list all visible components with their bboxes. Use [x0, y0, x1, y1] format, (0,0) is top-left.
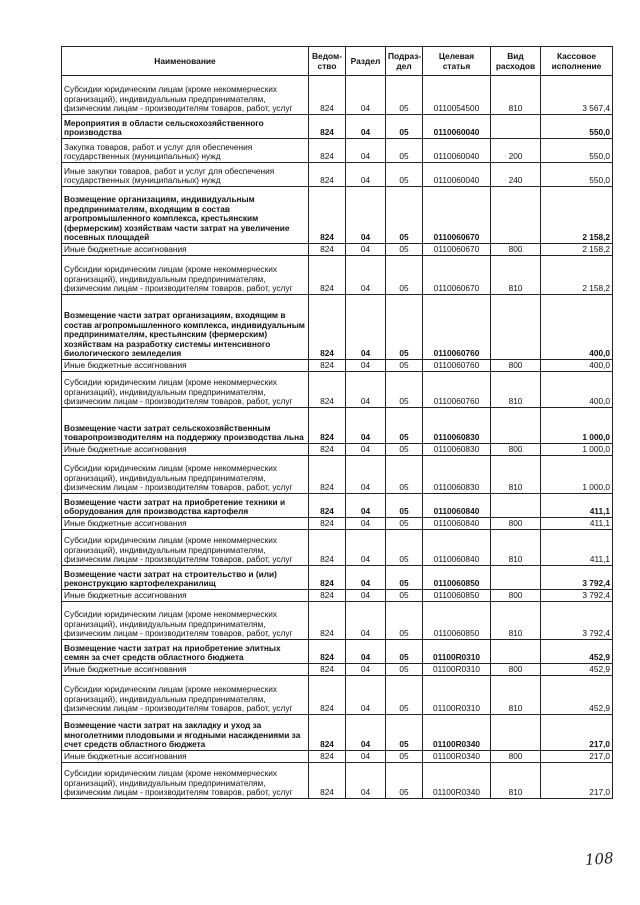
cell-ved: 824 [309, 408, 346, 444]
cell-ved: 824 [309, 456, 346, 494]
cell-podrazdel: 05 [386, 602, 423, 640]
cell-podrazdel: 05 [386, 676, 423, 715]
cell-value: 217,0 [541, 715, 613, 751]
cell-razdel: 04 [346, 295, 386, 360]
table-row [62, 295, 613, 360]
cell-vid [491, 408, 541, 444]
cell-razdel: 04 [346, 163, 386, 187]
cell-value: 3 792,4 [541, 566, 613, 590]
header-kass: Кассовое исполнение [541, 47, 613, 76]
table-row [62, 664, 613, 676]
cell-ved: 824 [309, 715, 346, 751]
cell-stat: 0110060760 [423, 372, 491, 408]
cell-value: 550,0 [541, 115, 613, 139]
table-row [62, 566, 613, 590]
cell-vid: 810 [491, 602, 541, 640]
cell-name: Возмещение части затрат на приобретение элитных семян за счет средств областного бюджета [62, 640, 309, 664]
cell-razdel: 04 [346, 408, 386, 444]
table-row [62, 244, 613, 256]
cell-value: 2 158,2 [541, 256, 613, 295]
cell-stat: 0110060840 [423, 518, 491, 530]
cell-name: Возмещение части затрат организациям, входящим в состав агропромышленного комплекса, индивидуальным предпринимателям, крестьянским (фермерским) хозяйствам на разработку системы интенсивного биологического земледелия [62, 295, 309, 360]
cell-razdel: 04 [346, 372, 386, 408]
cell-ved: 824 [309, 139, 346, 163]
table-row [62, 187, 613, 244]
table-row [62, 602, 613, 640]
cell-name: Субсидии юридическим лицам (кроме некоммерческих организаций), индивидуальным предпринимателям, физическим лицам - производителям товаров, работ, услуг [62, 763, 309, 799]
table-row [62, 494, 613, 518]
table-row [62, 456, 613, 494]
cell-vid: 800 [491, 444, 541, 456]
cell-name: Субсидии юридическим лицам (кроме некоммерческих организаций), индивидуальным предпринимателям, физическим лицам - производителям товаров, работ, услуг [62, 76, 309, 115]
cell-stat: 0110060040 [423, 139, 491, 163]
cell-vid [491, 640, 541, 664]
cell-vid [491, 494, 541, 518]
cell-stat: 0110060850 [423, 590, 491, 602]
cell-razdel: 04 [346, 256, 386, 295]
header-name: Наименование [62, 47, 309, 76]
cell-podrazdel: 05 [386, 76, 423, 115]
cell-ved: 824 [309, 530, 346, 566]
cell-podrazdel: 05 [386, 590, 423, 602]
cell-podrazdel: 05 [386, 444, 423, 456]
cell-name: Субсидии юридическим лицам (кроме некоммерческих организаций), индивидуальным предпринимателям, физическим лицам - производителям товаров, работ, услуг [62, 372, 309, 408]
table-row [62, 139, 613, 163]
cell-podrazdel: 05 [386, 456, 423, 494]
header-razdel: Раздел [346, 47, 386, 76]
cell-name: Иные закупки товаров, работ и услуг для обеспечения государственных (муниципальных) нужд [62, 163, 309, 187]
cell-name: Иные бюджетные ассигнования [62, 360, 309, 372]
cell-razdel: 04 [346, 676, 386, 715]
cell-ved: 824 [309, 640, 346, 664]
cell-ved: 824 [309, 360, 346, 372]
cell-razdel: 04 [346, 139, 386, 163]
table-row [62, 590, 613, 602]
cell-stat: 01100R0310 [423, 676, 491, 715]
cell-razdel: 04 [346, 494, 386, 518]
cell-vid: 800 [491, 518, 541, 530]
cell-vid: 200 [491, 139, 541, 163]
cell-vid [491, 115, 541, 139]
table-row [62, 530, 613, 566]
cell-podrazdel: 05 [386, 360, 423, 372]
cell-vid: 810 [491, 530, 541, 566]
header-row [62, 47, 613, 76]
cell-vid: 800 [491, 244, 541, 256]
cell-value: 3 792,4 [541, 590, 613, 602]
cell-vid: 800 [491, 751, 541, 763]
cell-name: Иные бюджетные ассигнования [62, 751, 309, 763]
cell-vid: 800 [491, 360, 541, 372]
table-row [62, 751, 613, 763]
cell-podrazdel: 05 [386, 751, 423, 763]
cell-ved: 824 [309, 566, 346, 590]
table-row [62, 640, 613, 664]
cell-value: 400,0 [541, 360, 613, 372]
cell-razdel: 04 [346, 602, 386, 640]
cell-ved: 824 [309, 187, 346, 244]
cell-ved: 824 [309, 590, 346, 602]
cell-podrazdel: 05 [386, 372, 423, 408]
cell-value: 411,1 [541, 530, 613, 566]
cell-name: Возмещение части затрат сельскохозяйственным товаропроизводителям на поддержку производства льна [62, 408, 309, 444]
cell-podrazdel: 05 [386, 664, 423, 676]
table-row [62, 360, 613, 372]
cell-razdel: 04 [346, 640, 386, 664]
cell-ved: 824 [309, 244, 346, 256]
cell-value: 452,9 [541, 664, 613, 676]
cell-value: 1 000,0 [541, 456, 613, 494]
cell-value: 452,9 [541, 676, 613, 715]
cell-stat: 0110060670 [423, 256, 491, 295]
cell-name: Иные бюджетные ассигнования [62, 444, 309, 456]
cell-razdel: 04 [346, 763, 386, 799]
cell-stat: 0110060760 [423, 360, 491, 372]
cell-value: 217,0 [541, 763, 613, 799]
cell-podrazdel: 05 [386, 763, 423, 799]
cell-ved: 824 [309, 163, 346, 187]
cell-ved: 824 [309, 763, 346, 799]
cell-name: Закупка товаров, работ и услуг для обеспечения государственных (муниципальных) нужд [62, 139, 309, 163]
cell-ved: 824 [309, 115, 346, 139]
cell-podrazdel: 05 [386, 295, 423, 360]
cell-podrazdel: 05 [386, 115, 423, 139]
cell-name: Субсидии юридическим лицам (кроме некоммерческих организаций), индивидуальным предпринимателям, физическим лицам - производителям товаров, работ, услуг [62, 456, 309, 494]
cell-name: Субсидии юридическим лицам (кроме некоммерческих организаций), индивидуальным предпринимателям, физическим лицам - производителям товаров, работ, услуг [62, 530, 309, 566]
cell-value: 1 000,0 [541, 444, 613, 456]
cell-podrazdel: 05 [386, 187, 423, 244]
cell-stat: 0110060830 [423, 444, 491, 456]
cell-value: 400,0 [541, 372, 613, 408]
cell-vid [491, 187, 541, 244]
header-stat: Целевая статья [423, 47, 491, 76]
cell-value: 217,0 [541, 751, 613, 763]
cell-stat: 0110060670 [423, 187, 491, 244]
cell-podrazdel: 05 [386, 163, 423, 187]
cell-name: Иные бюджетные ассигнования [62, 244, 309, 256]
cell-vid [491, 566, 541, 590]
cell-value: 550,0 [541, 139, 613, 163]
table-row [62, 518, 613, 530]
cell-ved: 824 [309, 518, 346, 530]
table-row [62, 115, 613, 139]
cell-vid [491, 715, 541, 751]
cell-vid: 810 [491, 456, 541, 494]
cell-stat: 0110060830 [423, 456, 491, 494]
cell-value: 1 000,0 [541, 408, 613, 444]
header-vid: Вид расходов [491, 47, 541, 76]
cell-razdel: 04 [346, 518, 386, 530]
cell-podrazdel: 05 [386, 494, 423, 518]
cell-value: 452,9 [541, 640, 613, 664]
cell-stat: 0110060850 [423, 602, 491, 640]
cell-value: 3 567,4 [541, 76, 613, 115]
cell-vid: 800 [491, 590, 541, 602]
cell-razdel: 04 [346, 566, 386, 590]
cell-stat: 0110060040 [423, 163, 491, 187]
cell-ved: 824 [309, 372, 346, 408]
cell-razdel: 04 [346, 590, 386, 602]
cell-value: 411,1 [541, 494, 613, 518]
cell-ved: 824 [309, 676, 346, 715]
cell-vid: 810 [491, 372, 541, 408]
cell-stat: 0110060760 [423, 295, 491, 360]
cell-stat: 0110060840 [423, 494, 491, 518]
cell-value: 3 792,4 [541, 602, 613, 640]
cell-stat: 0110060670 [423, 244, 491, 256]
cell-value: 2 158,2 [541, 244, 613, 256]
cell-stat: 01100R0340 [423, 763, 491, 799]
cell-name: Субсидии юридическим лицам (кроме некоммерческих организаций), индивидуальным предпринимателям, физическим лицам - производителям товаров, работ, услуг [62, 256, 309, 295]
table-row [62, 256, 613, 295]
cell-vid: 240 [491, 163, 541, 187]
cell-value: 411,1 [541, 518, 613, 530]
cell-podrazdel: 05 [386, 408, 423, 444]
cell-podrazdel: 05 [386, 256, 423, 295]
page-number: 108 [584, 849, 615, 869]
cell-stat: 0110054500 [423, 76, 491, 115]
cell-ved: 824 [309, 664, 346, 676]
cell-podrazdel: 05 [386, 518, 423, 530]
cell-podrazdel: 05 [386, 640, 423, 664]
cell-razdel: 04 [346, 530, 386, 566]
cell-ved: 824 [309, 295, 346, 360]
cell-razdel: 04 [346, 76, 386, 115]
cell-vid [491, 295, 541, 360]
cell-name: Иные бюджетные ассигнования [62, 590, 309, 602]
cell-name: Возмещение части затрат на строительство и (или) реконструкцию картофелехранилищ [62, 566, 309, 590]
table-row [62, 763, 613, 799]
header-podrazdel: Подраз-дел [386, 47, 423, 76]
cell-razdel: 04 [346, 715, 386, 751]
table-row [62, 76, 613, 115]
cell-ved: 824 [309, 494, 346, 518]
cell-name: Субсидии юридическим лицам (кроме некоммерческих организаций), индивидуальным предпринимателям, физическим лицам - производителям товаров, работ, услуг [62, 602, 309, 640]
cell-name: Иные бюджетные ассигнования [62, 518, 309, 530]
cell-vid: 800 [491, 664, 541, 676]
cell-vid: 810 [491, 763, 541, 799]
cell-name: Иные бюджетные ассигнования [62, 664, 309, 676]
cell-stat: 01100R0340 [423, 715, 491, 751]
table-row [62, 676, 613, 715]
cell-podrazdel: 05 [386, 244, 423, 256]
cell-name: Возмещение части затрат на закладку и уход за многолетними плодовыми и ягодными насаждениями за счет средств областного бюджета [62, 715, 309, 751]
cell-razdel: 04 [346, 244, 386, 256]
cell-razdel: 04 [346, 751, 386, 763]
cell-vid: 810 [491, 256, 541, 295]
cell-stat: 0110060850 [423, 566, 491, 590]
cell-razdel: 04 [346, 444, 386, 456]
cell-podrazdel: 05 [386, 139, 423, 163]
cell-stat: 01100R0310 [423, 664, 491, 676]
cell-value: 550,0 [541, 163, 613, 187]
cell-vid: 810 [491, 76, 541, 115]
cell-ved: 824 [309, 444, 346, 456]
cell-podrazdel: 05 [386, 715, 423, 751]
table-row [62, 163, 613, 187]
cell-razdel: 04 [346, 664, 386, 676]
cell-stat: 01100R0310 [423, 640, 491, 664]
cell-stat: 0110060830 [423, 408, 491, 444]
table-row [62, 444, 613, 456]
cell-ved: 824 [309, 751, 346, 763]
cell-razdel: 04 [346, 187, 386, 244]
cell-name: Мероприятия в области сельскохозяйственного производства [62, 115, 309, 139]
cell-value: 2 158,2 [541, 187, 613, 244]
table-row [62, 408, 613, 444]
cell-ved: 824 [309, 76, 346, 115]
table-row [62, 715, 613, 751]
cell-razdel: 04 [346, 115, 386, 139]
cell-razdel: 04 [346, 456, 386, 494]
cell-podrazdel: 05 [386, 530, 423, 566]
cell-name: Субсидии юридическим лицам (кроме некоммерческих организаций), индивидуальным предпринимателям, физическим лицам - производителям товаров, работ, услуг [62, 676, 309, 715]
cell-stat: 01100R0340 [423, 751, 491, 763]
cell-name: Возмещение организациям, индивидуальным предпринимателям, входящим в состав агропромышленного комплекса, крестьянским (фермерским) хозяйствам части затрат на увеличение посевных площадей [62, 187, 309, 244]
cell-stat: 0110060040 [423, 115, 491, 139]
cell-stat: 0110060840 [423, 530, 491, 566]
table-row [62, 372, 613, 408]
cell-razdel: 04 [346, 360, 386, 372]
cell-name: Возмещение части затрат на приобретение техники и оборудования для производства картофеля [62, 494, 309, 518]
cell-podrazdel: 05 [386, 566, 423, 590]
cell-ved: 824 [309, 602, 346, 640]
cell-value: 400,0 [541, 295, 613, 360]
header-ved: Ведом-ство [309, 47, 346, 76]
budget-table [61, 46, 613, 799]
cell-ved: 824 [309, 256, 346, 295]
cell-vid: 810 [491, 676, 541, 715]
